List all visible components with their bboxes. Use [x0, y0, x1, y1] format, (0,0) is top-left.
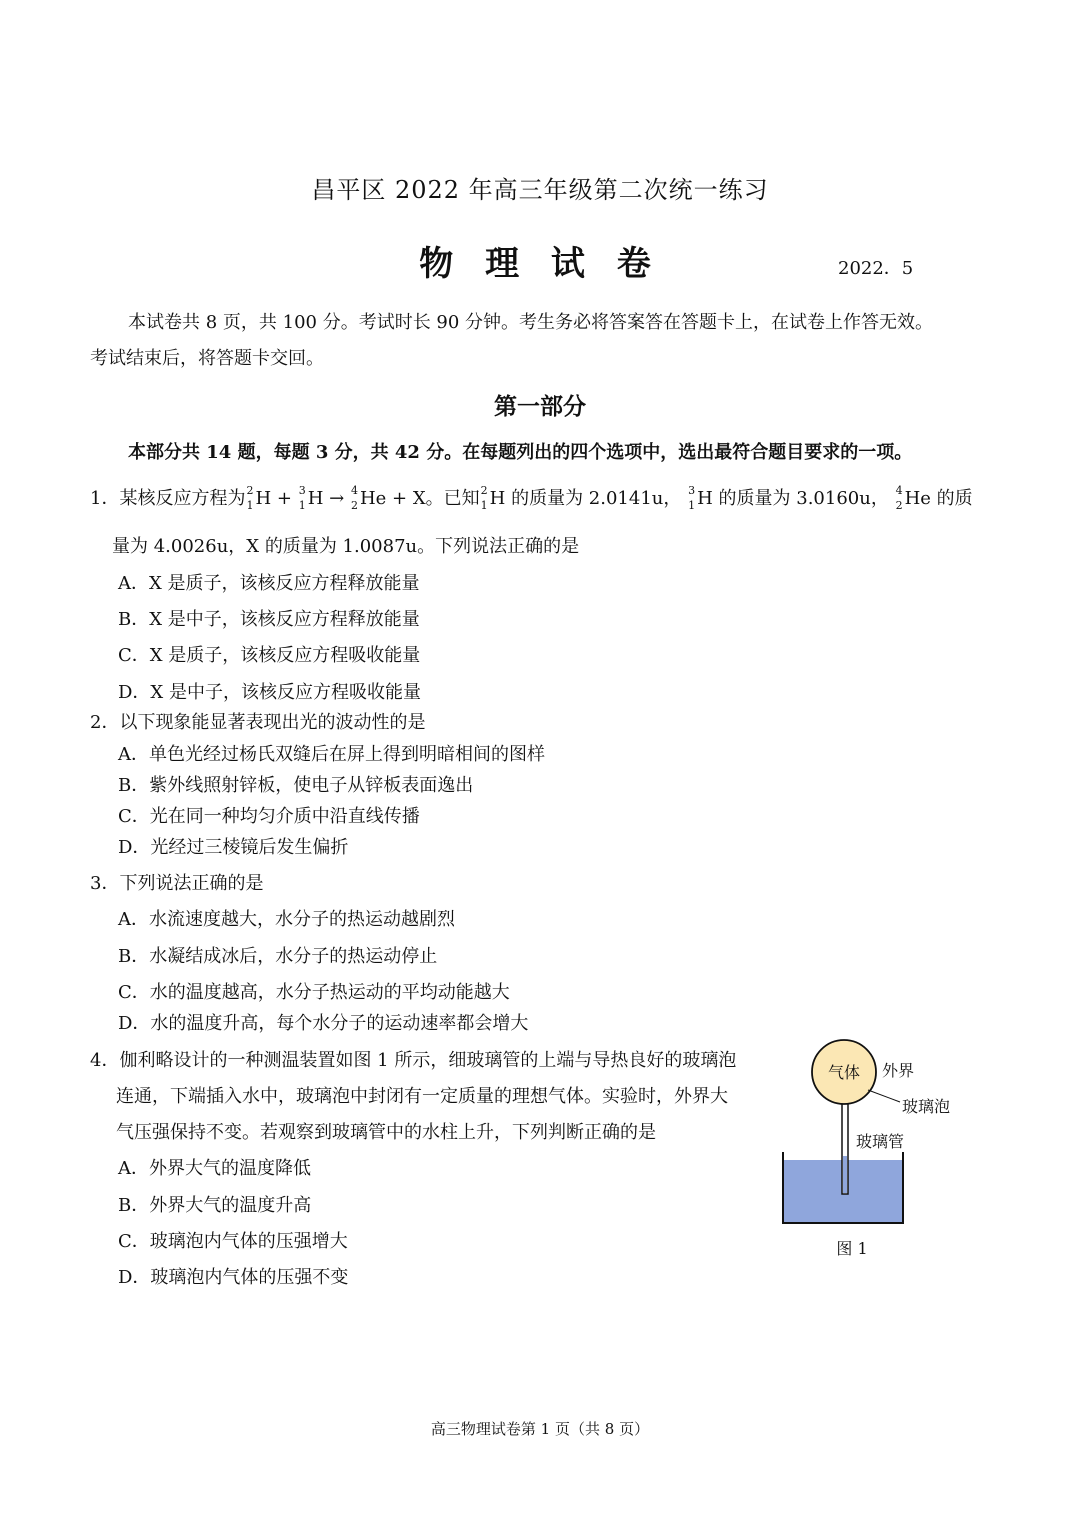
option-1c: C．X 是质子，该核反应方程吸收能量: [118, 645, 421, 666]
isotope-h2: 2 1: [246, 484, 254, 512]
exam-date: 2022．5: [838, 258, 914, 279]
intro-line-1: 本试卷共 8 页，共 100 分。考试时长 90 分钟。考生务必将答案答在答题卡上，在试卷上作答无效。: [128, 312, 934, 333]
isotope-he: 4 2: [350, 484, 358, 512]
option-4b: B．外界大气的温度升高: [118, 1195, 312, 1216]
gas-label: 气体: [827, 1063, 861, 1082]
question-1-stem: 1．某核反应方程为 2 1 H + 3 1 H → 4 2 He + X。已知 2 1 H 的质量为 2.0141u， 3 1 H 的质量为 3.0160u， 4 2 He 的质: [90, 484, 973, 512]
question-4-stem-line-2: 连通，下端插入水中，玻璃泡中封闭有一定质量的理想气体。实验时，外界大: [116, 1086, 728, 1107]
figure-caption: 图 1: [836, 1239, 868, 1258]
tube-label: 玻璃管: [856, 1132, 905, 1151]
bulb-pointer: [868, 1090, 900, 1102]
tube-water-column: [843, 1156, 847, 1193]
page-footer: 高三物理试卷第 1 页（共 8 页）: [430, 1420, 650, 1438]
isotope-h3: 3 1: [298, 484, 306, 512]
part-title: 第一部分: [494, 393, 586, 420]
question-3-stem: 3．下列说法正确的是: [90, 873, 264, 894]
option-2d: D．光经过三棱镜后发生偏折: [118, 837, 349, 858]
option-3a: A．水流速度越大，水分子的热运动越剧烈: [118, 909, 455, 930]
question-4-stem-line-3: 气压强保持不变。若观察到玻璃管中的水柱上升，下列判断正确的是: [116, 1122, 656, 1143]
option-4c: C．玻璃泡内气体的压强增大: [118, 1231, 348, 1252]
option-1b: B．X 是中子，该核反应方程释放能量: [118, 609, 420, 630]
question-number: 1．: [90, 488, 120, 509]
question-1-stem-line-2: 量为 4.0026u，X 的质量为 1.0087u。下列说法正确的是: [112, 536, 580, 557]
option-1a: A．X 是质子，该核反应方程释放能量: [118, 573, 420, 594]
option-3c: C．水的温度越高，水分子热运动的平均动能越大: [118, 982, 510, 1003]
figure-1-thermometer: [770, 1030, 970, 1270]
question-4-stem-line-1: 4．伽利略设计的一种测温装置如图 1 所示，细玻璃管的上端与导热良好的玻璃泡: [90, 1050, 737, 1071]
outside-label: 外界: [882, 1061, 915, 1080]
option-2a: A．单色光经过杨氏双缝后在屏上得到明暗相间的图样: [118, 744, 545, 765]
option-2b: B．紫外线照射锌板，使电子从锌板表面逸出: [118, 775, 474, 796]
subject-title: 物 理 试 卷: [419, 244, 661, 284]
intro-line-2: 考试结束后，将答题卡交回。: [90, 348, 324, 369]
exam-title: 昌平区 2022 年高三年级第二次统一练习: [311, 176, 769, 204]
option-2c: C．光在同一种均匀介质中沿直线传播: [118, 806, 420, 827]
option-1d: D．X 是中子，该核反应方程吸收能量: [118, 682, 421, 703]
option-3d: D．水的温度升高，每个水分子的运动速率都会增大: [118, 1013, 529, 1034]
option-4a: A．外界大气的温度降低: [118, 1158, 311, 1179]
option-4d: D．玻璃泡内气体的压强不变: [118, 1267, 349, 1288]
option-3b: B．水凝结成冰后，水分子的热运动停止: [118, 946, 438, 967]
bulb-label: 玻璃泡: [902, 1097, 951, 1116]
part-instruction: 本部分共 14 题，每题 3 分，共 42 分。在每题列出的四个选项中，选出最符合题目要求的一项。: [128, 442, 913, 463]
question-2-stem: 2．以下现象能显著表现出光的波动性的是: [90, 712, 426, 733]
